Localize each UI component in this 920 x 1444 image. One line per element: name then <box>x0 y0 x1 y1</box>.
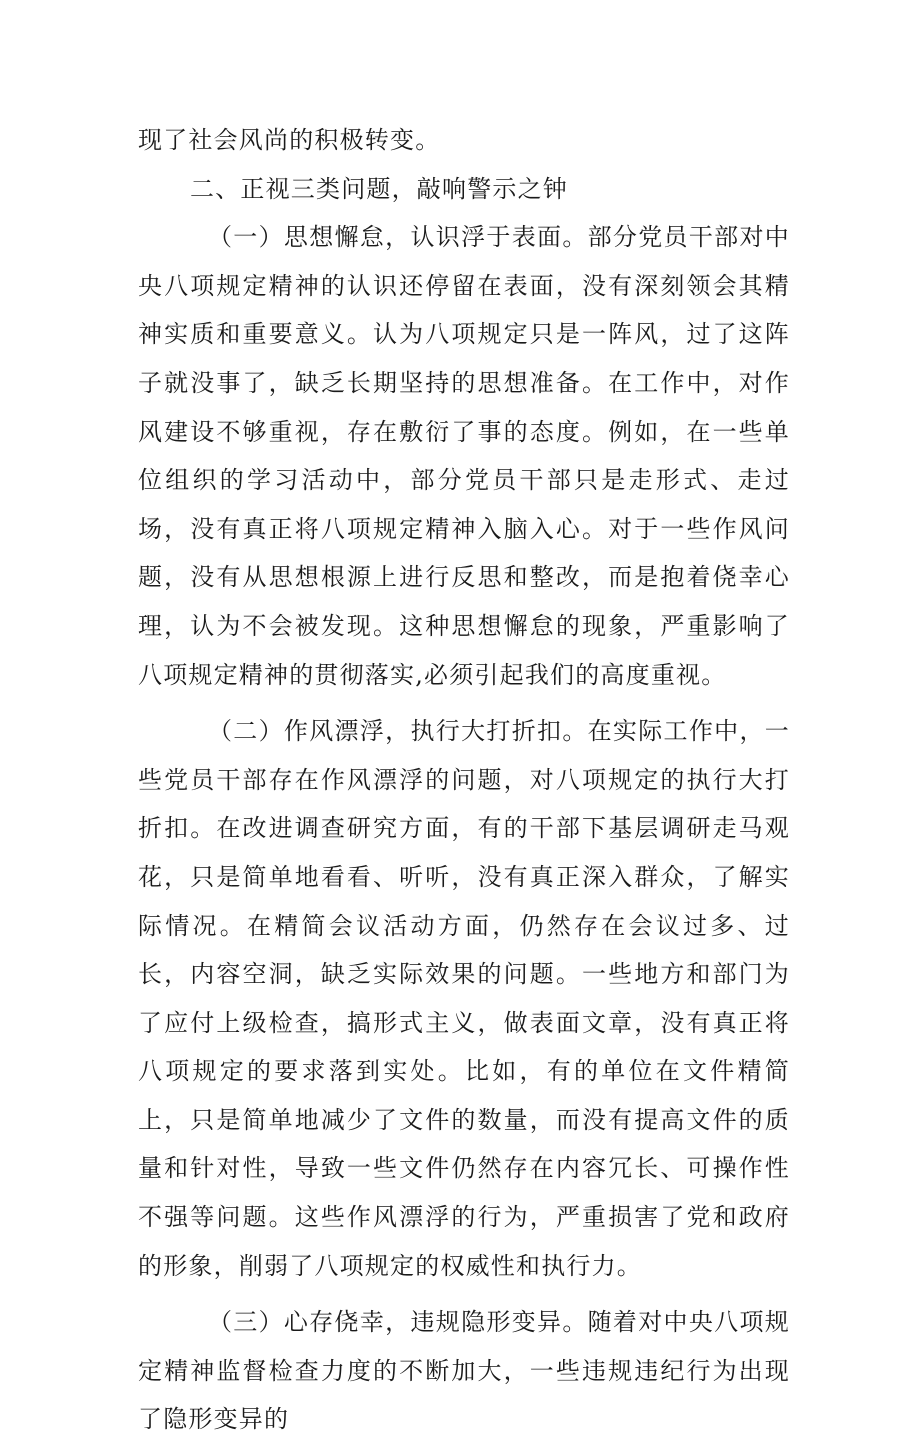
paragraph-issue-2: （二）作风漂浮，执行大打折扣。在实际工作中，一些党员干部存在作风漂浮的问题，对八项规定的执行大打折扣。在改进调查研究方面，有的干部下基层调研走马观花，只是简单地看看、听听，没有真正深入群众，了解实际情况。在精简会议活动方面，仍然存在会议过多、过长，内容空洞，缺乏实际效果的问题。一些地方和部门为了应付上级检查，搞形式主义，做表面文章，没有真正将八项规定的要求落到实处。比如，有的单位在文件精简上，只是简单地减少了文件的数量，而没有提高文件的质量和针对性，导致一些文件仍然存在内容冗长、可操作性不强等问题。这些作风漂浮的行为，严重损害了党和政府的形象，削弱了八项规定的权威性和执行力。 <box>138 717 790 1280</box>
paragraph-issue-3: （三）心存侥幸，违规隐形变异。随着对中央八项规定精神监督检查力度的不断加大，一些违规违纪行为出现了隐形变异的 <box>138 1308 790 1434</box>
document-body <box>138 116 790 1444</box>
paragraph-continuation: 现了社会风尚的积极转变。 <box>138 126 441 154</box>
paragraph-issue-1: （一）思想懈怠，认识浮于表面。部分党员干部对中央八项规定精神的认识还停留在表面，没有深刻领会其精神实质和重要意义。认为八项规定只是一阵风，过了这阵子就没事了，缺乏长期坚持的思想准备。在工作中，对作风建设不够重视，存在敷衍了事的态度。例如，在一些单位组织的学习活动中，部分党员干部只是走形式、走过场，没有真正将八项规定精神入脑入心。对于一些作风问题，没有从思想根源上进行反思和整改，而是抱着侥幸心理，认为不会被发现。这种思想懈怠的现象，严重影响了八项规定精神的贯彻落实,必须引起我们的高度重视。 <box>138 223 790 689</box>
section-heading: 二、正视三类问题，敲响警示之钟 <box>190 174 568 203</box>
